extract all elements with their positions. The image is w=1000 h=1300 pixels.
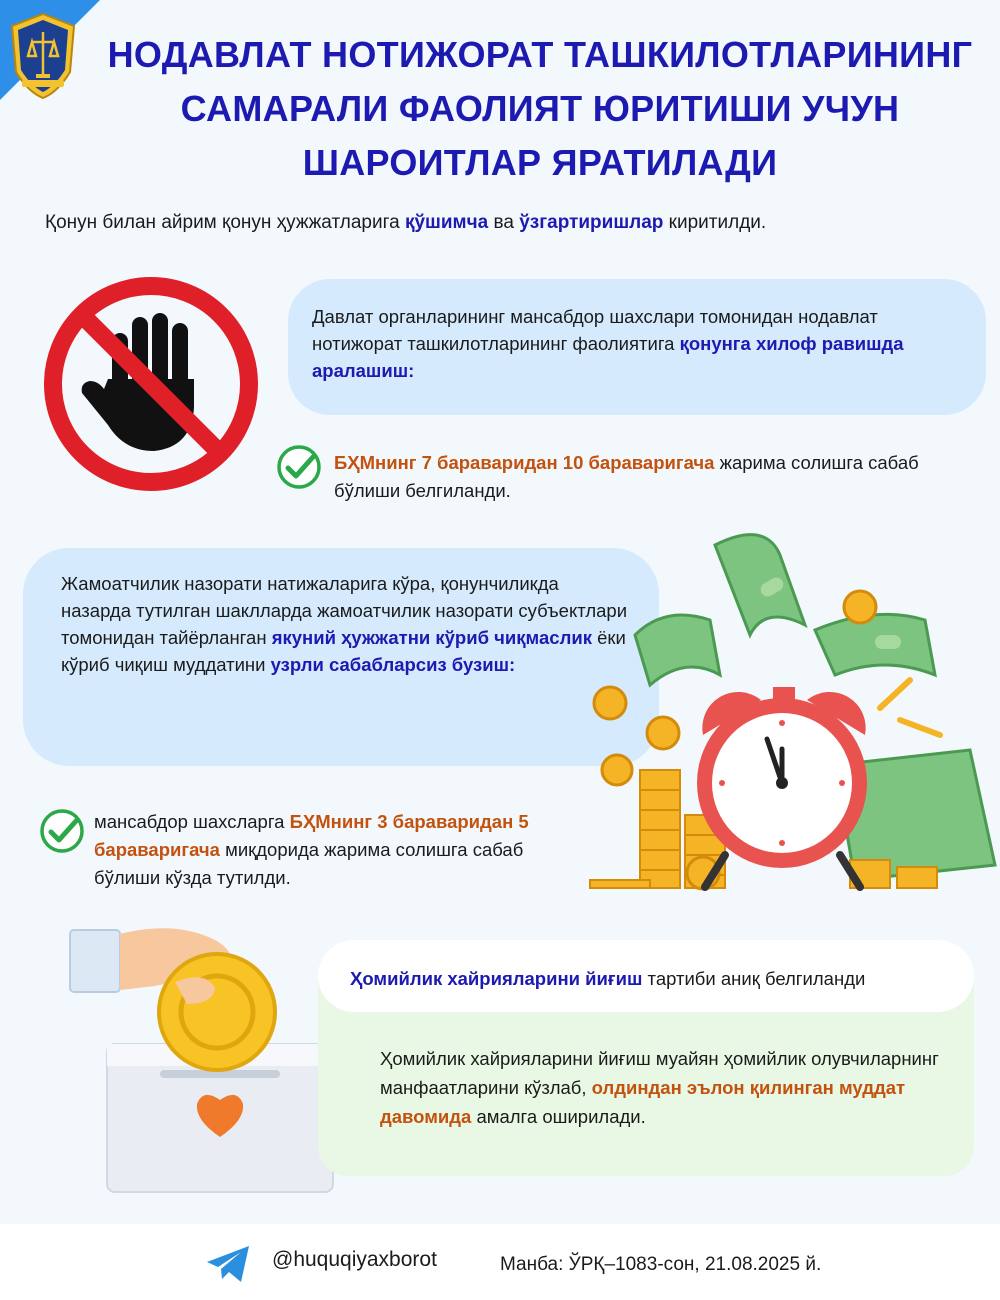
money-clock-illustration bbox=[585, 525, 1000, 900]
telegram-handle[interactable]: @huquqiyaxborot bbox=[272, 1248, 437, 1271]
bubble-text: Жамоатчилик назорати натижаларига кўра, қонунчиликда назарда тутилган шаклларда жамоатчилик назорати субъектлари томонидан тайёрланган bbox=[61, 573, 628, 648]
fine-text: жарима солишга сабаб бўлиши белгиланди. bbox=[334, 452, 919, 501]
donation-pill bbox=[318, 940, 974, 1012]
bubble-highlight: қонунга хилоф равишда аралашиш: bbox=[312, 333, 904, 381]
intro-text bbox=[45, 212, 766, 234]
pill-text: тартиби аниқ белгиланди bbox=[642, 968, 866, 989]
title-line-3: ШАРОИТЛАР ЯРАТИЛАДИ bbox=[302, 142, 778, 183]
title-line-1: НОДАВЛАТ НОТИЖОРАТ ТАШКИЛОТЛАРИНИНГ bbox=[107, 34, 973, 75]
fine-result-1 bbox=[334, 449, 964, 505]
telegram-icon[interactable] bbox=[205, 1244, 251, 1284]
bubble-text: ёки кўриб чиқиш муддатини bbox=[61, 627, 626, 675]
fine-result-2 bbox=[94, 808, 594, 892]
fine-text: мансабдор шахсларга bbox=[94, 811, 290, 832]
emblem-logo bbox=[8, 12, 78, 100]
bubble-highlight-1: якуний ҳужжатни кўриб чиқмаслик bbox=[271, 627, 592, 648]
donation-text bbox=[380, 1044, 960, 1131]
stop-hand-icon bbox=[42, 275, 260, 493]
donation-part: Ҳомийлик хайрияларини йиғиш муайян ҳомийлик олувчиларнинг манфаатларини кўзлаб, bbox=[380, 1048, 939, 1098]
fine-highlight: БҲМнинг 3 бараваридан 5 бараваригача bbox=[94, 811, 529, 860]
title-line-2: САМАРАЛИ ФАОЛИЯТ ЮРИТИШИ УЧУН bbox=[180, 88, 900, 129]
bubble-highlight-2: узрли сабабларсиз бузиш: bbox=[270, 654, 516, 675]
donation-box-illustration bbox=[65, 922, 345, 1194]
intro-highlight-1: қўшимча bbox=[404, 212, 489, 233]
intro-part: ва bbox=[488, 212, 520, 233]
page-title bbox=[80, 28, 1000, 190]
bubble-interference bbox=[288, 279, 986, 415]
fine-highlight: БҲМнинг 7 бараваридан 10 бараваригача bbox=[334, 452, 715, 473]
donation-part: амалга оширилади. bbox=[471, 1106, 646, 1127]
donation-highlight: олдиндан эълон қилинган муддат давомида bbox=[380, 1077, 906, 1127]
check-icon bbox=[38, 807, 86, 855]
pill-highlight: Ҳомийлик хайрияларини йиғиш bbox=[350, 968, 643, 989]
bubble-text: Давлат органларининг мансабдор шахслари томонидан нодавлат нотижорат ташкилотларининг фаолиятига bbox=[312, 306, 878, 354]
intro-part: киритилди. bbox=[663, 212, 767, 233]
intro-part: Қонун билан айрим қонун ҳужжатларига bbox=[45, 212, 405, 233]
intro-highlight-2: ўзгартиришлар bbox=[519, 212, 664, 233]
bubble-public-control bbox=[23, 548, 659, 766]
source-citation: Манба: ЎРҚ–1083-сон, 21.08.2025 й. bbox=[500, 1254, 822, 1275]
check-icon bbox=[275, 443, 323, 491]
fine-text: миқдорида жарима солишга сабаб бўлиши кўзда тутилди. bbox=[94, 839, 524, 888]
